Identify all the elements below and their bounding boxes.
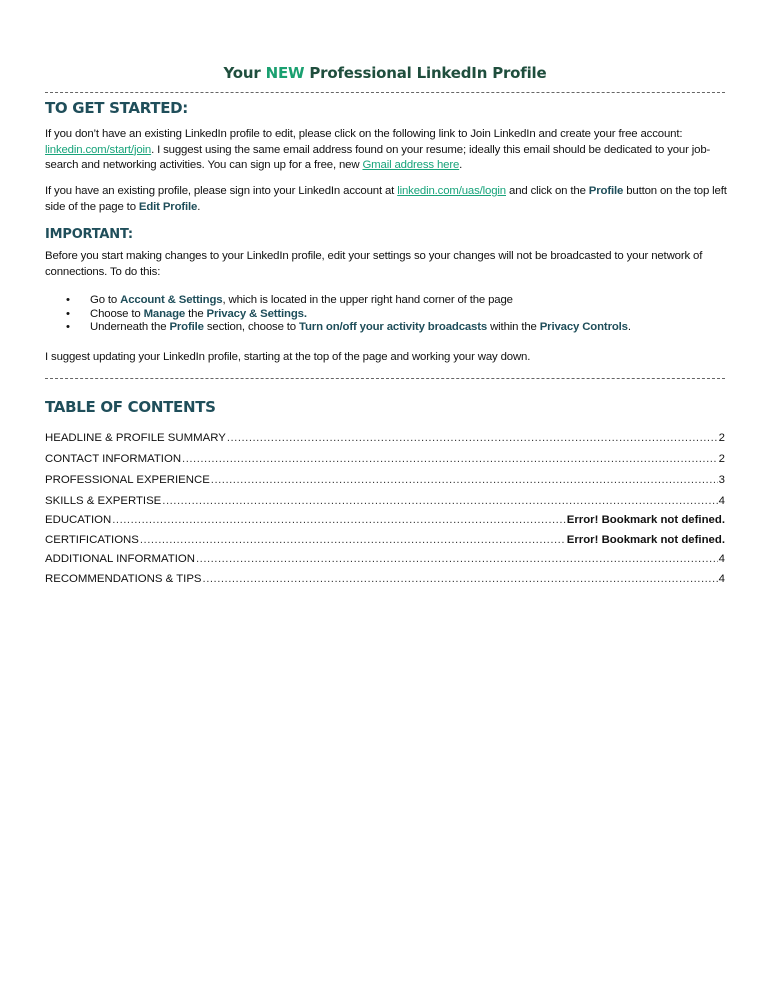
title-accent: NEW bbox=[265, 64, 305, 82]
important-intro: Before you start making changes to your LinkedIn profile, edit your settings so your changes will not be broadcasted to your network of connections. To do this: bbox=[45, 250, 703, 278]
linkedin-login-link[interactable]: linkedin.com/uas/login bbox=[397, 185, 506, 197]
get-started-paragraph-2: If you have an existing profile, please sign into your LinkedIn account at linkedin.com/uas/login and click on the Profile button on the top left side of the page to Edit Profile. bbox=[45, 185, 727, 213]
join-linkedin-link[interactable]: linkedin.com/start/join bbox=[45, 143, 152, 156]
bullet-icon: • bbox=[66, 321, 70, 333]
title-text: Your bbox=[223, 64, 266, 82]
settings-steps-list bbox=[45, 294, 725, 335]
toc-entry[interactable]: EDUCATION ..... Error! Bookmark not defined. bbox=[45, 512, 725, 528]
toc-entry[interactable]: ADDITIONAL INFORMATION ..... 4 bbox=[45, 551, 725, 567]
toc-entry[interactable]: SKILLS & EXPERTISE ..... 4 bbox=[45, 493, 725, 509]
toc-entry[interactable]: CERTIFICATIONS ..... Error! Bookmark not defined. bbox=[45, 532, 725, 548]
page-title bbox=[45, 64, 725, 82]
toc-heading: TABLE OF CONTENTS bbox=[45, 398, 216, 416]
divider-top bbox=[45, 92, 725, 93]
title-text-end: Professional LinkedIn Profile bbox=[304, 64, 547, 82]
list-item: • Underneath the Profile section, choose to Turn on/off your activity broadcasts within the Privacy Controls. bbox=[66, 321, 631, 333]
toc-entry[interactable]: RECOMMENDATIONS & TIPS ..... 4 bbox=[45, 571, 725, 587]
get-started-heading: TO GET STARTED: bbox=[45, 99, 189, 117]
bullet-icon: • bbox=[66, 294, 70, 306]
gmail-signup-link[interactable]: Gmail address here bbox=[362, 159, 460, 171]
list-item: • Go to Account & Settings, which is located in the upper right hand corner of the page bbox=[66, 294, 513, 306]
closing-paragraph: I suggest updating your LinkedIn profile, starting at the top of the page and working your way down. bbox=[45, 351, 531, 363]
get-started-paragraph-1: If you don’t have an existing LinkedIn profile to edit, please click on the following link to Join LinkedIn and create your free account: linkedin.com/start/join. I suggest using the same email address found on your resume; ideally this email should be dedicated to your job-search and networking activities. You can sign up for a free, new Gmail address here. bbox=[45, 128, 711, 171]
divider-bottom bbox=[45, 378, 725, 379]
list-item: • Choose to Manage the Privacy & Settings. bbox=[66, 307, 307, 320]
toc-entry[interactable]: HEADLINE & PROFILE SUMMARY ..... 2 bbox=[45, 430, 725, 446]
toc-entry[interactable]: CONTACT INFORMATION ..... 2 bbox=[45, 451, 725, 467]
toc-entry[interactable]: PROFESSIONAL EXPERIENCE ..... 3 bbox=[45, 472, 725, 488]
important-heading: IMPORTANT: bbox=[45, 227, 133, 242]
bullet-icon: • bbox=[66, 307, 70, 320]
